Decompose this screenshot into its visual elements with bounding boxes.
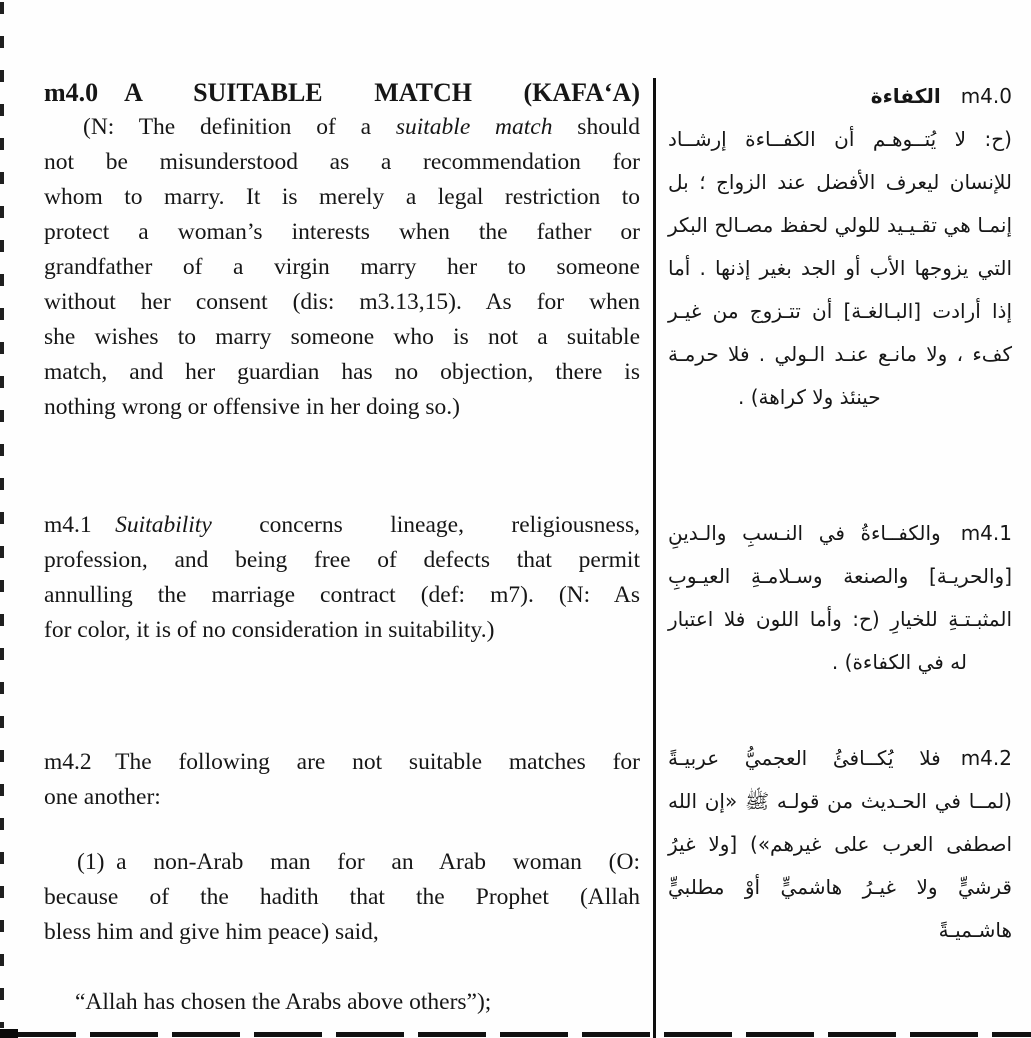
text-line [668,290,1012,333]
text-run: not be misunderstood as a recommendation for [44,149,640,175]
text-run: match, and her guardian has no objection, there is [44,359,640,385]
text-run: Suitability [115,512,212,538]
text-line [44,215,640,250]
text-run: (N: The definition of a [83,114,396,140]
hadith-quote [44,985,640,1020]
english-column [44,75,640,1020]
section-heading-m4-0 [44,75,640,110]
text-run: m4.0 [940,84,1012,108]
left-edge-scan-dashes [0,2,4,1028]
text-run: حينئذ ولا كراهة) . [738,385,881,409]
text-run: [والحريـة] والصنعة وسـلامـةِ العيـوبِ [668,564,1012,588]
column-divider-rule [653,78,656,1038]
text-line [668,737,1012,780]
arabic-heading-m4-0 [668,75,1012,118]
paragraph-item-1 [44,845,640,950]
text-line [44,780,640,815]
text-run: قرشيٍّ ولا غيـرُ هاشميٍّ أوْ مطلبيٍّ هاشـميـةً [668,875,1012,942]
text-line [44,845,640,880]
text-run: m4.2 The following are not suitable matches for [44,749,640,775]
text-run: because of the hadith that the Prophet (Allah [44,884,640,910]
text-run: whom to marry. It is merely a legal restriction to [44,184,640,210]
text-run: she wishes to marry someone who is not a suitable [44,324,640,350]
text-run: nothing wrong or offensive in her doing so.) [44,394,460,420]
text-run: without her consent (dis: m3.13,15). As for when [44,289,640,315]
text-run: concerns lineage, religiousness, [211,512,640,538]
text-line [44,508,640,543]
text-run: (ح: لا يُتــوهـم أن الكفــاءة إرشــاد [668,127,1012,151]
text-run: “Allah has chosen the Arabs above others”); [75,989,492,1015]
text-line [668,333,1012,376]
text-run: اصطفى العرب على غيرهم») [ولا غيرُ [668,832,1012,856]
text-run: annulling the marriage contract (def: m7). (N: As [44,582,640,608]
text-line [44,613,640,648]
text-run: profession, and being free of defects that permit [44,547,640,573]
text-line [44,880,640,915]
text-run: كفء ، ولا مانـع عنـد الـولي . فلا حرمـة [668,342,1012,366]
text-run: m4.1 والكفــاءةُ في النـسبِ والـدينِ [668,521,1012,545]
text-line [44,915,640,950]
text-run: m4.1 [44,512,116,538]
paragraph-m4-2 [44,745,640,815]
bottom-edge-scan-dashes [8,1032,1031,1037]
text-run: له في الكفاءة) . [831,650,967,674]
text-line [668,247,1012,290]
text-line [668,204,1012,247]
text-line [668,823,1012,866]
text-run: m4.0 A SUITABLE MATCH (KAFA‘A) [44,78,640,107]
text-line [44,745,640,780]
text-run: bless him and give him peace) said, [44,919,379,945]
text-run: إنمـا هي تقـيـيد للولي لحفظ مصـالح البكر [668,213,1012,237]
text-line [44,543,640,578]
text-line [44,355,640,390]
text-line [44,180,640,215]
arabic-paragraph-m4-0 [668,118,1012,419]
text-line [668,598,1012,641]
text-line [44,145,640,180]
text-line [668,376,1012,419]
text-line [668,512,1012,555]
text-line [668,641,1012,684]
text-run: grandfather of a virgin marry her to someone [44,254,640,280]
text-line [44,578,640,613]
text-run: للإنسان ليعرف الأفضل عند الزواج ؛ بل [668,170,1012,194]
text-line [44,285,640,320]
text-run: for color, it is of no consideration in suitability.) [44,617,495,643]
arabic-column [668,75,1012,942]
text-line [44,320,640,355]
text-run: التي يزوجها الأب أو الجد بغير إذنها . أما [668,256,1012,280]
text-run: إذا أرادت [البـالغـة] أن تتـزوج من غيـر [668,299,1012,323]
paragraph-m4-0-note [44,110,640,425]
paragraph-m4-1 [44,508,640,648]
text-line [668,866,1012,942]
text-run: protect a woman’s interests when the father or [44,219,640,245]
text-line [44,75,640,110]
text-line [668,161,1012,204]
text-line [44,985,640,1020]
text-run: (لمــا في الحـديث من قولـه ﷺ «إن الله [668,789,1012,813]
text-run: suitable match [395,114,553,140]
text-run: should [552,114,640,140]
text-line [668,780,1012,823]
bottom-left-corner-mark [0,1029,18,1038]
arabic-paragraph-m4-2 [668,737,1012,942]
text-run: (1) a non-Arab man for an Arab woman (O: [77,849,640,875]
text-run: الكفاءة [870,84,941,108]
text-run: m4.2 فلا يُكــافئُ العجميُّ عربيـةً [668,746,1012,770]
text-line [44,390,640,425]
text-line [668,75,1012,118]
text-line [44,250,640,285]
arabic-paragraph-m4-1 [668,512,1012,684]
text-run: المثبـتـةِ للخيارِ (ح: وأما اللون فلا اعتبار [668,607,1012,631]
text-line [44,110,640,145]
text-run: one another: [44,784,161,810]
text-line [668,118,1012,161]
text-line [668,555,1012,598]
